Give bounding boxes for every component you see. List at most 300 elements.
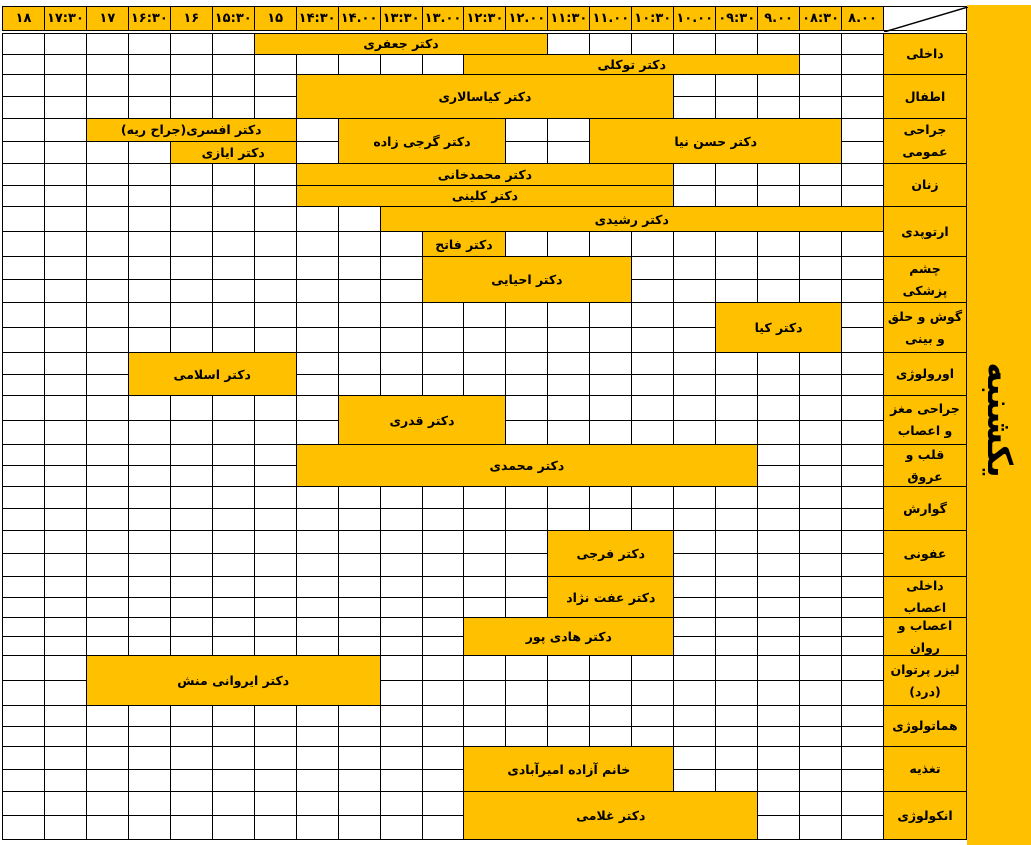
grid-cell (841, 420, 884, 446)
department-label: گوارش (883, 486, 967, 531)
grid-cell (380, 597, 423, 619)
grid-cell (589, 705, 632, 727)
grid-cell (170, 279, 213, 303)
grid-cell (170, 486, 213, 509)
grid-cell (380, 705, 423, 727)
grid-cell (254, 597, 297, 619)
grid-cell (86, 636, 129, 656)
grid-cell (757, 444, 800, 466)
grid-cell (673, 617, 716, 637)
grid-cell (715, 508, 758, 531)
grid-cell (254, 726, 297, 748)
grid-cell (757, 33, 800, 55)
department-label: انکولوژی (883, 791, 967, 840)
grid-cell (170, 327, 213, 353)
grid-cell (715, 636, 758, 656)
department-label: داخلی اعصاب (883, 576, 967, 618)
grid-cell (715, 420, 758, 446)
grid-cell (2, 33, 45, 55)
grid-cell (380, 231, 423, 257)
grid-cell (799, 769, 842, 793)
grid-cell (2, 769, 45, 793)
grid-cell (212, 576, 255, 598)
grid-cell (589, 33, 632, 55)
grid-cell (170, 231, 213, 257)
grid-cell (547, 118, 590, 142)
grid-cell (589, 486, 632, 509)
grid-cell (296, 141, 339, 165)
grid-cell (296, 705, 339, 727)
appointment-block: دکتر اسلامی (128, 352, 297, 396)
grid-cell (170, 465, 213, 487)
grid-cell (170, 74, 213, 97)
grid-cell (128, 769, 171, 793)
grid-cell (128, 636, 171, 656)
grid-cell (254, 185, 297, 208)
grid-cell (463, 508, 506, 531)
grid-cell (86, 486, 129, 509)
grid-cell (547, 420, 590, 446)
grid-cell (86, 553, 129, 577)
grid-cell (86, 185, 129, 208)
grid-cell (547, 231, 590, 257)
grid-cell (799, 395, 842, 421)
grid-cell (715, 185, 758, 208)
grid-cell (212, 508, 255, 531)
grid-cell (338, 231, 381, 257)
grid-cell (2, 185, 45, 208)
appointment-block: دکتر کیاسالاری (296, 74, 675, 119)
grid-cell (757, 530, 800, 554)
grid-cell (715, 597, 758, 619)
grid-cell (799, 815, 842, 840)
grid-cell (715, 256, 758, 280)
grid-cell (296, 231, 339, 257)
grid-cell (128, 791, 171, 816)
grid-cell (841, 617, 884, 637)
department-label: ارتوپدی (883, 206, 967, 257)
grid-cell (254, 769, 297, 793)
grid-cell (673, 680, 716, 706)
grid-cell (296, 815, 339, 840)
grid-cell (757, 769, 800, 793)
grid-cell (44, 444, 87, 466)
grid-cell (2, 465, 45, 487)
grid-cell (631, 680, 674, 706)
grid-cell (380, 680, 423, 706)
grid-cell (170, 444, 213, 466)
time-header-cell: ۱۶:۳۰ (128, 6, 171, 31)
time-header-cell: ۹.۰۰ (757, 6, 800, 31)
grid-cell (170, 597, 213, 619)
grid-cell (757, 279, 800, 303)
grid-cell (86, 256, 129, 280)
grid-cell (2, 530, 45, 554)
grid-cell (254, 302, 297, 328)
grid-cell (380, 508, 423, 531)
grid-cell (254, 791, 297, 816)
grid-cell (128, 231, 171, 257)
grid-cell (673, 96, 716, 119)
grid-cell (673, 33, 716, 55)
grid-cell (715, 655, 758, 681)
grid-cell (673, 769, 716, 793)
grid-cell (422, 352, 465, 375)
grid-cell (547, 395, 590, 421)
grid-cell (296, 118, 339, 142)
grid-cell (128, 33, 171, 55)
grid-cell (128, 444, 171, 466)
grid-cell (631, 420, 674, 446)
grid-cell (170, 395, 213, 421)
grid-cell (338, 576, 381, 598)
grid-cell (380, 726, 423, 748)
grid-cell (86, 444, 129, 466)
grid-cell (505, 231, 548, 257)
grid-cell (505, 395, 548, 421)
grid-cell (296, 726, 339, 748)
grid-cell (463, 597, 506, 619)
time-header-cell: ۱۴.۰۰ (338, 6, 381, 31)
grid-cell (170, 617, 213, 637)
grid-cell (841, 327, 884, 353)
grid-cell (673, 395, 716, 421)
grid-cell (631, 33, 674, 55)
grid-cell (212, 74, 255, 97)
grid-cell (757, 726, 800, 748)
grid-cell (296, 206, 339, 232)
grid-cell (841, 279, 884, 303)
grid-cell (757, 617, 800, 637)
grid-cell (422, 815, 465, 840)
grid-cell (757, 74, 800, 97)
grid-cell (841, 769, 884, 793)
grid-cell (799, 163, 842, 186)
grid-cell (799, 636, 842, 656)
grid-cell (463, 486, 506, 509)
time-header-cell: ۸.۰۰ (841, 6, 884, 31)
grid-cell (254, 486, 297, 509)
grid-cell (338, 256, 381, 280)
grid-cell (673, 553, 716, 577)
grid-cell (799, 553, 842, 577)
grid-cell (422, 374, 465, 397)
grid-cell (296, 395, 339, 421)
appointment-block: دکتر هادی پور (463, 617, 674, 656)
grid-cell (44, 54, 87, 76)
grid-cell (128, 96, 171, 119)
grid-cell (463, 530, 506, 554)
appointment-block: دکتر ایازی (170, 141, 297, 165)
grid-cell (757, 352, 800, 375)
grid-cell (589, 420, 632, 446)
grid-cell (631, 327, 674, 353)
grid-cell (715, 553, 758, 577)
grid-cell (673, 327, 716, 353)
grid-cell (44, 118, 87, 142)
grid-cell (86, 74, 129, 97)
grid-cell (799, 791, 842, 816)
grid-cell (212, 33, 255, 55)
grid-cell (715, 374, 758, 397)
grid-cell (547, 141, 590, 165)
grid-cell (44, 185, 87, 208)
grid-cell (799, 486, 842, 509)
grid-cell (2, 302, 45, 328)
grid-cell (212, 444, 255, 466)
grid-cell (86, 576, 129, 598)
grid-cell (128, 617, 171, 637)
grid-cell (44, 655, 87, 681)
grid-cell (338, 726, 381, 748)
grid-cell (170, 636, 213, 656)
grid-cell (170, 163, 213, 186)
grid-cell (2, 508, 45, 531)
grid-cell (44, 206, 87, 232)
grid-cell (254, 420, 297, 446)
grid-cell (338, 486, 381, 509)
grid-cell (296, 576, 339, 598)
time-header-cell: ۱۳:۳۰ (380, 6, 423, 31)
grid-cell (841, 746, 884, 770)
grid-cell (799, 374, 842, 397)
grid-cell (86, 726, 129, 748)
grid-cell (757, 420, 800, 446)
grid-cell (86, 374, 129, 397)
appointment-block: دکتر غلامی (463, 791, 758, 840)
grid-cell (86, 279, 129, 303)
grid-cell (296, 530, 339, 554)
grid-cell (128, 54, 171, 76)
grid-cell (338, 746, 381, 770)
grid-cell (296, 617, 339, 637)
grid-cell (254, 705, 297, 727)
grid-cell (128, 74, 171, 97)
grid-cell (841, 486, 884, 509)
grid-cell (631, 726, 674, 748)
grid-cell (128, 141, 171, 165)
grid-cell (86, 597, 129, 619)
grid-cell (338, 530, 381, 554)
grid-cell (338, 206, 381, 232)
grid-cell (463, 680, 506, 706)
time-header-cell: ۱۰.۰۰ (673, 6, 716, 31)
grid-cell (841, 395, 884, 421)
appointment-block: دکتر قدری (338, 395, 507, 445)
grid-cell (254, 617, 297, 637)
grid-cell (841, 163, 884, 186)
grid-cell (170, 420, 213, 446)
grid-cell (128, 395, 171, 421)
grid-cell (128, 465, 171, 487)
grid-cell (589, 231, 632, 257)
grid-cell (212, 769, 255, 793)
corner-diagonal (884, 7, 968, 32)
grid-cell (505, 302, 548, 328)
grid-cell (2, 279, 45, 303)
grid-cell (2, 96, 45, 119)
grid-cell (254, 530, 297, 554)
grid-cell (841, 118, 884, 142)
grid-cell (170, 726, 213, 748)
grid-cell (673, 597, 716, 619)
time-header-cell: ۱۴:۳۰ (296, 6, 339, 31)
grid-cell (296, 597, 339, 619)
grid-cell (380, 815, 423, 840)
grid-cell (296, 256, 339, 280)
grid-cell (170, 256, 213, 280)
grid-cell (715, 530, 758, 554)
grid-cell (212, 302, 255, 328)
grid-cell (254, 163, 297, 186)
grid-cell (631, 374, 674, 397)
grid-cell (757, 655, 800, 681)
grid-cell (86, 508, 129, 531)
grid-cell (128, 530, 171, 554)
grid-cell (44, 465, 87, 487)
grid-cell (254, 327, 297, 353)
grid-cell (631, 352, 674, 375)
grid-cell (715, 231, 758, 257)
grid-cell (212, 327, 255, 353)
grid-cell (86, 96, 129, 119)
grid-cell (799, 279, 842, 303)
grid-cell (799, 352, 842, 375)
grid-cell (505, 508, 548, 531)
appointment-block: خانم آزاده امیرآبادی (463, 746, 674, 792)
grid-cell (715, 33, 758, 55)
grid-cell (170, 54, 213, 76)
grid-cell (212, 185, 255, 208)
grid-cell (673, 352, 716, 375)
grid-cell (170, 791, 213, 816)
appointment-block: دکتر ایروانی منش (86, 655, 381, 706)
grid-cell (505, 327, 548, 353)
grid-cell (505, 726, 548, 748)
grid-cell (86, 33, 129, 55)
grid-cell (86, 420, 129, 446)
grid-cell (2, 74, 45, 97)
grid-cell (757, 374, 800, 397)
grid-cell (86, 815, 129, 840)
grid-cell (296, 746, 339, 770)
grid-cell (799, 508, 842, 531)
grid-cell (254, 444, 297, 466)
grid-cell (799, 597, 842, 619)
grid-cell (254, 395, 297, 421)
grid-cell (86, 302, 129, 328)
grid-cell (212, 206, 255, 232)
grid-cell (631, 655, 674, 681)
grid-cell (2, 576, 45, 598)
grid-cell (547, 680, 590, 706)
grid-cell (44, 231, 87, 257)
grid-cell (44, 791, 87, 816)
grid-cell (715, 705, 758, 727)
grid-cell (338, 705, 381, 727)
grid-cell (212, 617, 255, 637)
grid-cell (254, 508, 297, 531)
grid-cell (547, 374, 590, 397)
grid-cell (44, 553, 87, 577)
grid-cell (212, 726, 255, 748)
appointment-block: دکتر احیایی (422, 256, 633, 303)
grid-cell (128, 576, 171, 598)
grid-cell (547, 655, 590, 681)
grid-cell (715, 576, 758, 598)
grid-cell (547, 726, 590, 748)
grid-cell (254, 256, 297, 280)
grid-cell (380, 576, 423, 598)
grid-cell (380, 791, 423, 816)
department-label: داخلی (883, 33, 967, 75)
grid-cell (296, 553, 339, 577)
grid-cell (673, 374, 716, 397)
grid-cell (463, 726, 506, 748)
grid-cell (86, 769, 129, 793)
grid-cell (799, 617, 842, 637)
grid-cell (422, 791, 465, 816)
grid-cell (422, 769, 465, 793)
grid-cell (673, 74, 716, 97)
grid-cell (757, 508, 800, 531)
grid-cell (463, 302, 506, 328)
grid-cell (254, 636, 297, 656)
grid-cell (338, 327, 381, 353)
grid-cell (463, 553, 506, 577)
grid-cell (212, 553, 255, 577)
grid-cell (338, 553, 381, 577)
grid-cell (547, 352, 590, 375)
grid-cell (589, 680, 632, 706)
grid-cell (631, 486, 674, 509)
grid-cell (422, 746, 465, 770)
grid-cell (463, 705, 506, 727)
day-label: یکشنبه (979, 362, 1019, 478)
grid-cell (380, 54, 423, 76)
grid-cell (757, 576, 800, 598)
grid-cell (505, 530, 548, 554)
grid-cell (296, 420, 339, 446)
grid-cell (673, 746, 716, 770)
grid-cell (338, 617, 381, 637)
department-label: جراحی مغز و اعصاب (883, 395, 967, 445)
grid-cell (296, 636, 339, 656)
grid-cell (715, 486, 758, 509)
grid-cell (841, 597, 884, 619)
grid-cell (841, 54, 884, 76)
grid-cell (170, 815, 213, 840)
grid-cell (170, 530, 213, 554)
grid-cell (422, 327, 465, 353)
grid-cell (380, 746, 423, 770)
grid-cell (212, 231, 255, 257)
grid-cell (841, 815, 884, 840)
grid-cell (86, 327, 129, 353)
time-header-cell: ۱۷ (86, 6, 129, 31)
grid-cell (338, 352, 381, 375)
grid-cell (44, 352, 87, 375)
grid-cell (2, 141, 45, 165)
grid-cell (589, 374, 632, 397)
grid-cell (44, 680, 87, 706)
grid-cell (799, 231, 842, 257)
grid-cell (841, 185, 884, 208)
grid-cell (170, 96, 213, 119)
grid-cell (799, 465, 842, 487)
department-label: زنان (883, 163, 967, 207)
grid-cell (2, 54, 45, 76)
